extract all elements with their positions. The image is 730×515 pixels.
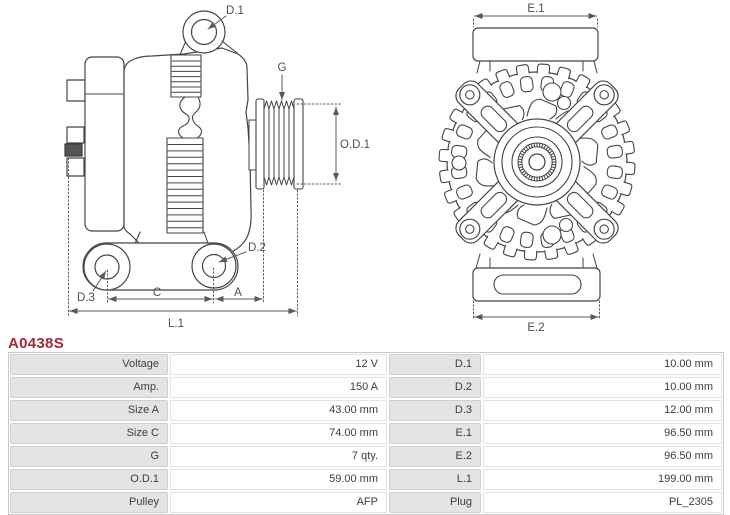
spec-sizec-value: 74.00 mm (170, 423, 387, 444)
spec-d2-label: D.2 (389, 377, 481, 398)
dim-label-od1: O.D.1 (340, 139, 371, 151)
spec-e1-label: E.1 (389, 423, 481, 444)
spec-d2-value: 10.00 mm (483, 377, 722, 398)
spec-table (8, 352, 724, 515)
rear-cover (85, 57, 124, 231)
dim-label-a: A (234, 287, 242, 299)
pulley-flange-right (294, 99, 303, 189)
part-number: A0438S (8, 335, 65, 352)
stator-stack-mid (167, 138, 203, 233)
spec-voltage-value: 12 V (170, 354, 387, 375)
spec-g-value: 7 qty. (170, 446, 387, 467)
dim-label-d2: D.2 (248, 242, 266, 254)
shaft-hub (494, 119, 580, 205)
rear-tab (67, 158, 84, 176)
dim-label-c: C (152, 287, 162, 299)
spec-voltage-label: Voltage (10, 354, 168, 375)
dim-label-e2: E.2 (527, 322, 545, 334)
top-flange (473, 28, 598, 61)
spec-d3-value: 12.00 mm (483, 400, 722, 421)
spec-pulley-value: AFP (170, 492, 387, 513)
spec-od1-label: O.D.1 (10, 469, 168, 490)
spec-sizec-label: Size C (10, 423, 168, 444)
spec-d1-value: 10.00 mm (483, 354, 722, 375)
spec-plug-label: Plug (389, 492, 481, 513)
spec-amp-label: Amp. (10, 377, 168, 398)
spec-amp-value: 150 A (170, 377, 387, 398)
rear-tab (67, 127, 84, 143)
spec-e2-value: 96.50 mm (483, 446, 722, 467)
spec-pulley-label: Pulley (10, 492, 168, 513)
rear-tab (67, 80, 85, 101)
spec-sizea-value: 43.00 mm (170, 400, 387, 421)
alternator-front-view (439, 28, 635, 301)
pulley-grooves (264, 101, 294, 185)
pulley-flange-left (256, 99, 264, 189)
spec-e1-value: 96.50 mm (483, 423, 722, 444)
spec-d3-label: D.3 (389, 400, 481, 421)
dim-label-e1: E.1 (527, 3, 545, 15)
spec-e2-label: E.2 (389, 446, 481, 467)
spec-g-label: G (10, 446, 168, 467)
alternator-side-view (65, 11, 303, 290)
spec-plug-value: PL_2305 (483, 492, 722, 513)
dim-label-g: G (277, 62, 287, 74)
spec-d1-label: D.1 (389, 354, 481, 375)
spec-od1-value: 59.00 mm (170, 469, 387, 490)
dim-label-d3: D.3 (77, 292, 95, 304)
lug-right-hole (203, 255, 226, 278)
spec-sizea-label: Size A (10, 400, 168, 421)
dim-label-d1: D.1 (226, 5, 244, 17)
rear-terminal-dark (65, 144, 82, 156)
dim-label-l1: L.1 (168, 318, 184, 330)
spec-l1-value: 199.00 mm (483, 469, 722, 490)
spec-l1-label: L.1 (389, 469, 481, 490)
